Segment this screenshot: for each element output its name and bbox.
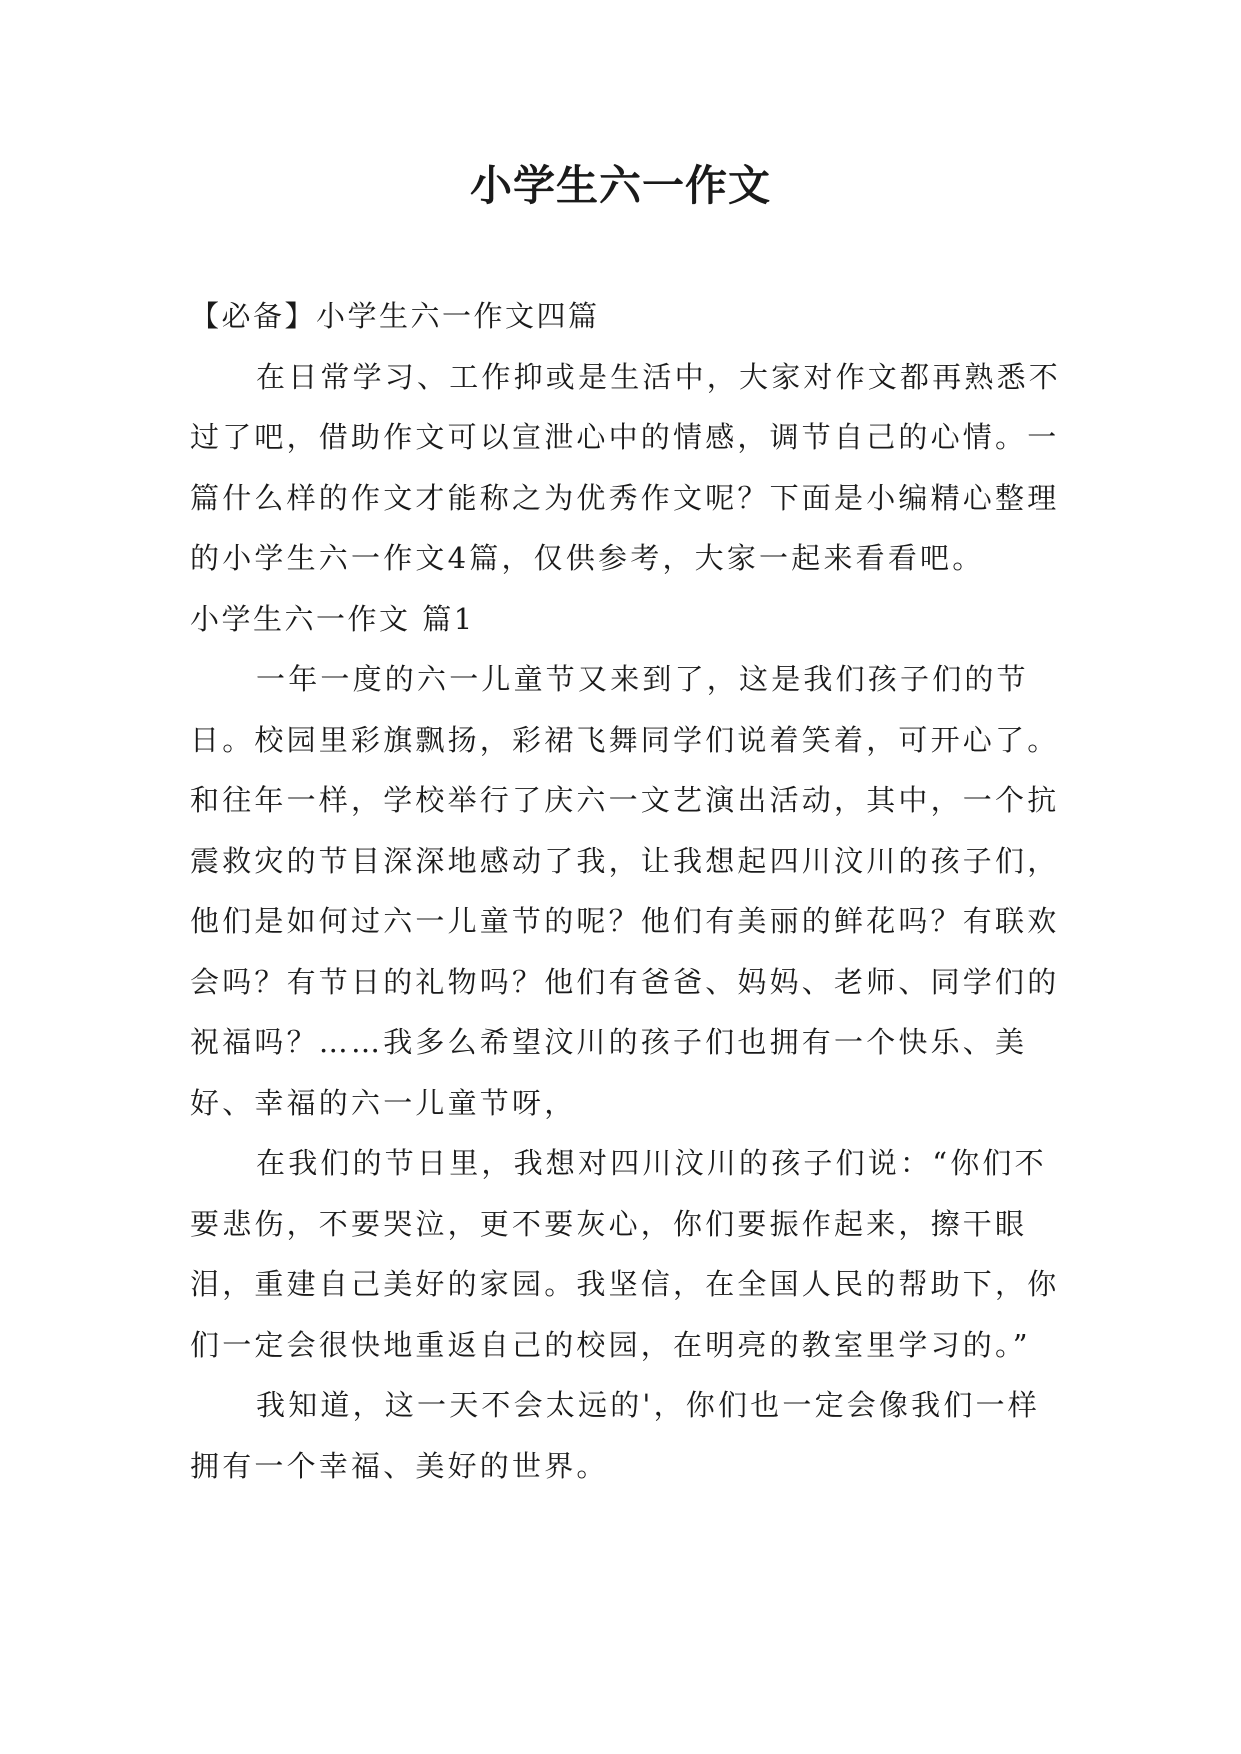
- document-subtitle: 【必备】小学生六一作文四篇: [190, 299, 600, 333]
- body-paragraph-2: 在我们的节日里，我想对四川汶川的孩子们说：“你们不要悲伤，不要哭泣，更不要灰心，你们要振作起来，擦干眼泪，重建自己美好的家园。我坚信，在全国人民的帮助下，你们一定会很快地重返自己的校园，在明亮的教室里学习的。”: [190, 1146, 1060, 1362]
- body-paragraph-3: 我知道，这一天不会太远的'，你们也一定会像我们一样拥有一个幸福、美好的世界。: [190, 1388, 1040, 1483]
- body-paragraph-1: 一年一度的六一儿童节又来到了，这是我们孩子们的节日。校园里彩旗飘扬，彩裙飞舞同学们说着笑着，可开心了。和往年一样，学校举行了庆六一文艺演出活动，其中，一个抗震救灾的节目深深地感动了我，让我想起四川汶川的孩子们，他们是如何过六一儿童节的呢？他们有美丽的鲜花吗？有联欢会吗？有节日的礼物吗？他们有爸爸、妈妈、老师、同学们的祝福吗？……我多么希望汶川的孩子们也拥有一个快乐、美好、幸福的六一儿童节呀，: [190, 662, 1060, 1120]
- intro-paragraph: 在日常学习、工作抑或是生活中，大家对作文都再熟悉不过了吧，借助作文可以宣泄心中的情感，调节自己的心情。一篇什么样的作文才能称之为优秀作文呢？下面是小编精心整理的小学生六一作文4篇，仅供参考，大家一起来看看吧。: [190, 359, 1062, 575]
- document-body: [190, 286, 1070, 1496]
- section-heading: 小学生六一作文 篇1: [190, 601, 475, 636]
- document-title: 小学生六一作文: [469, 161, 771, 210]
